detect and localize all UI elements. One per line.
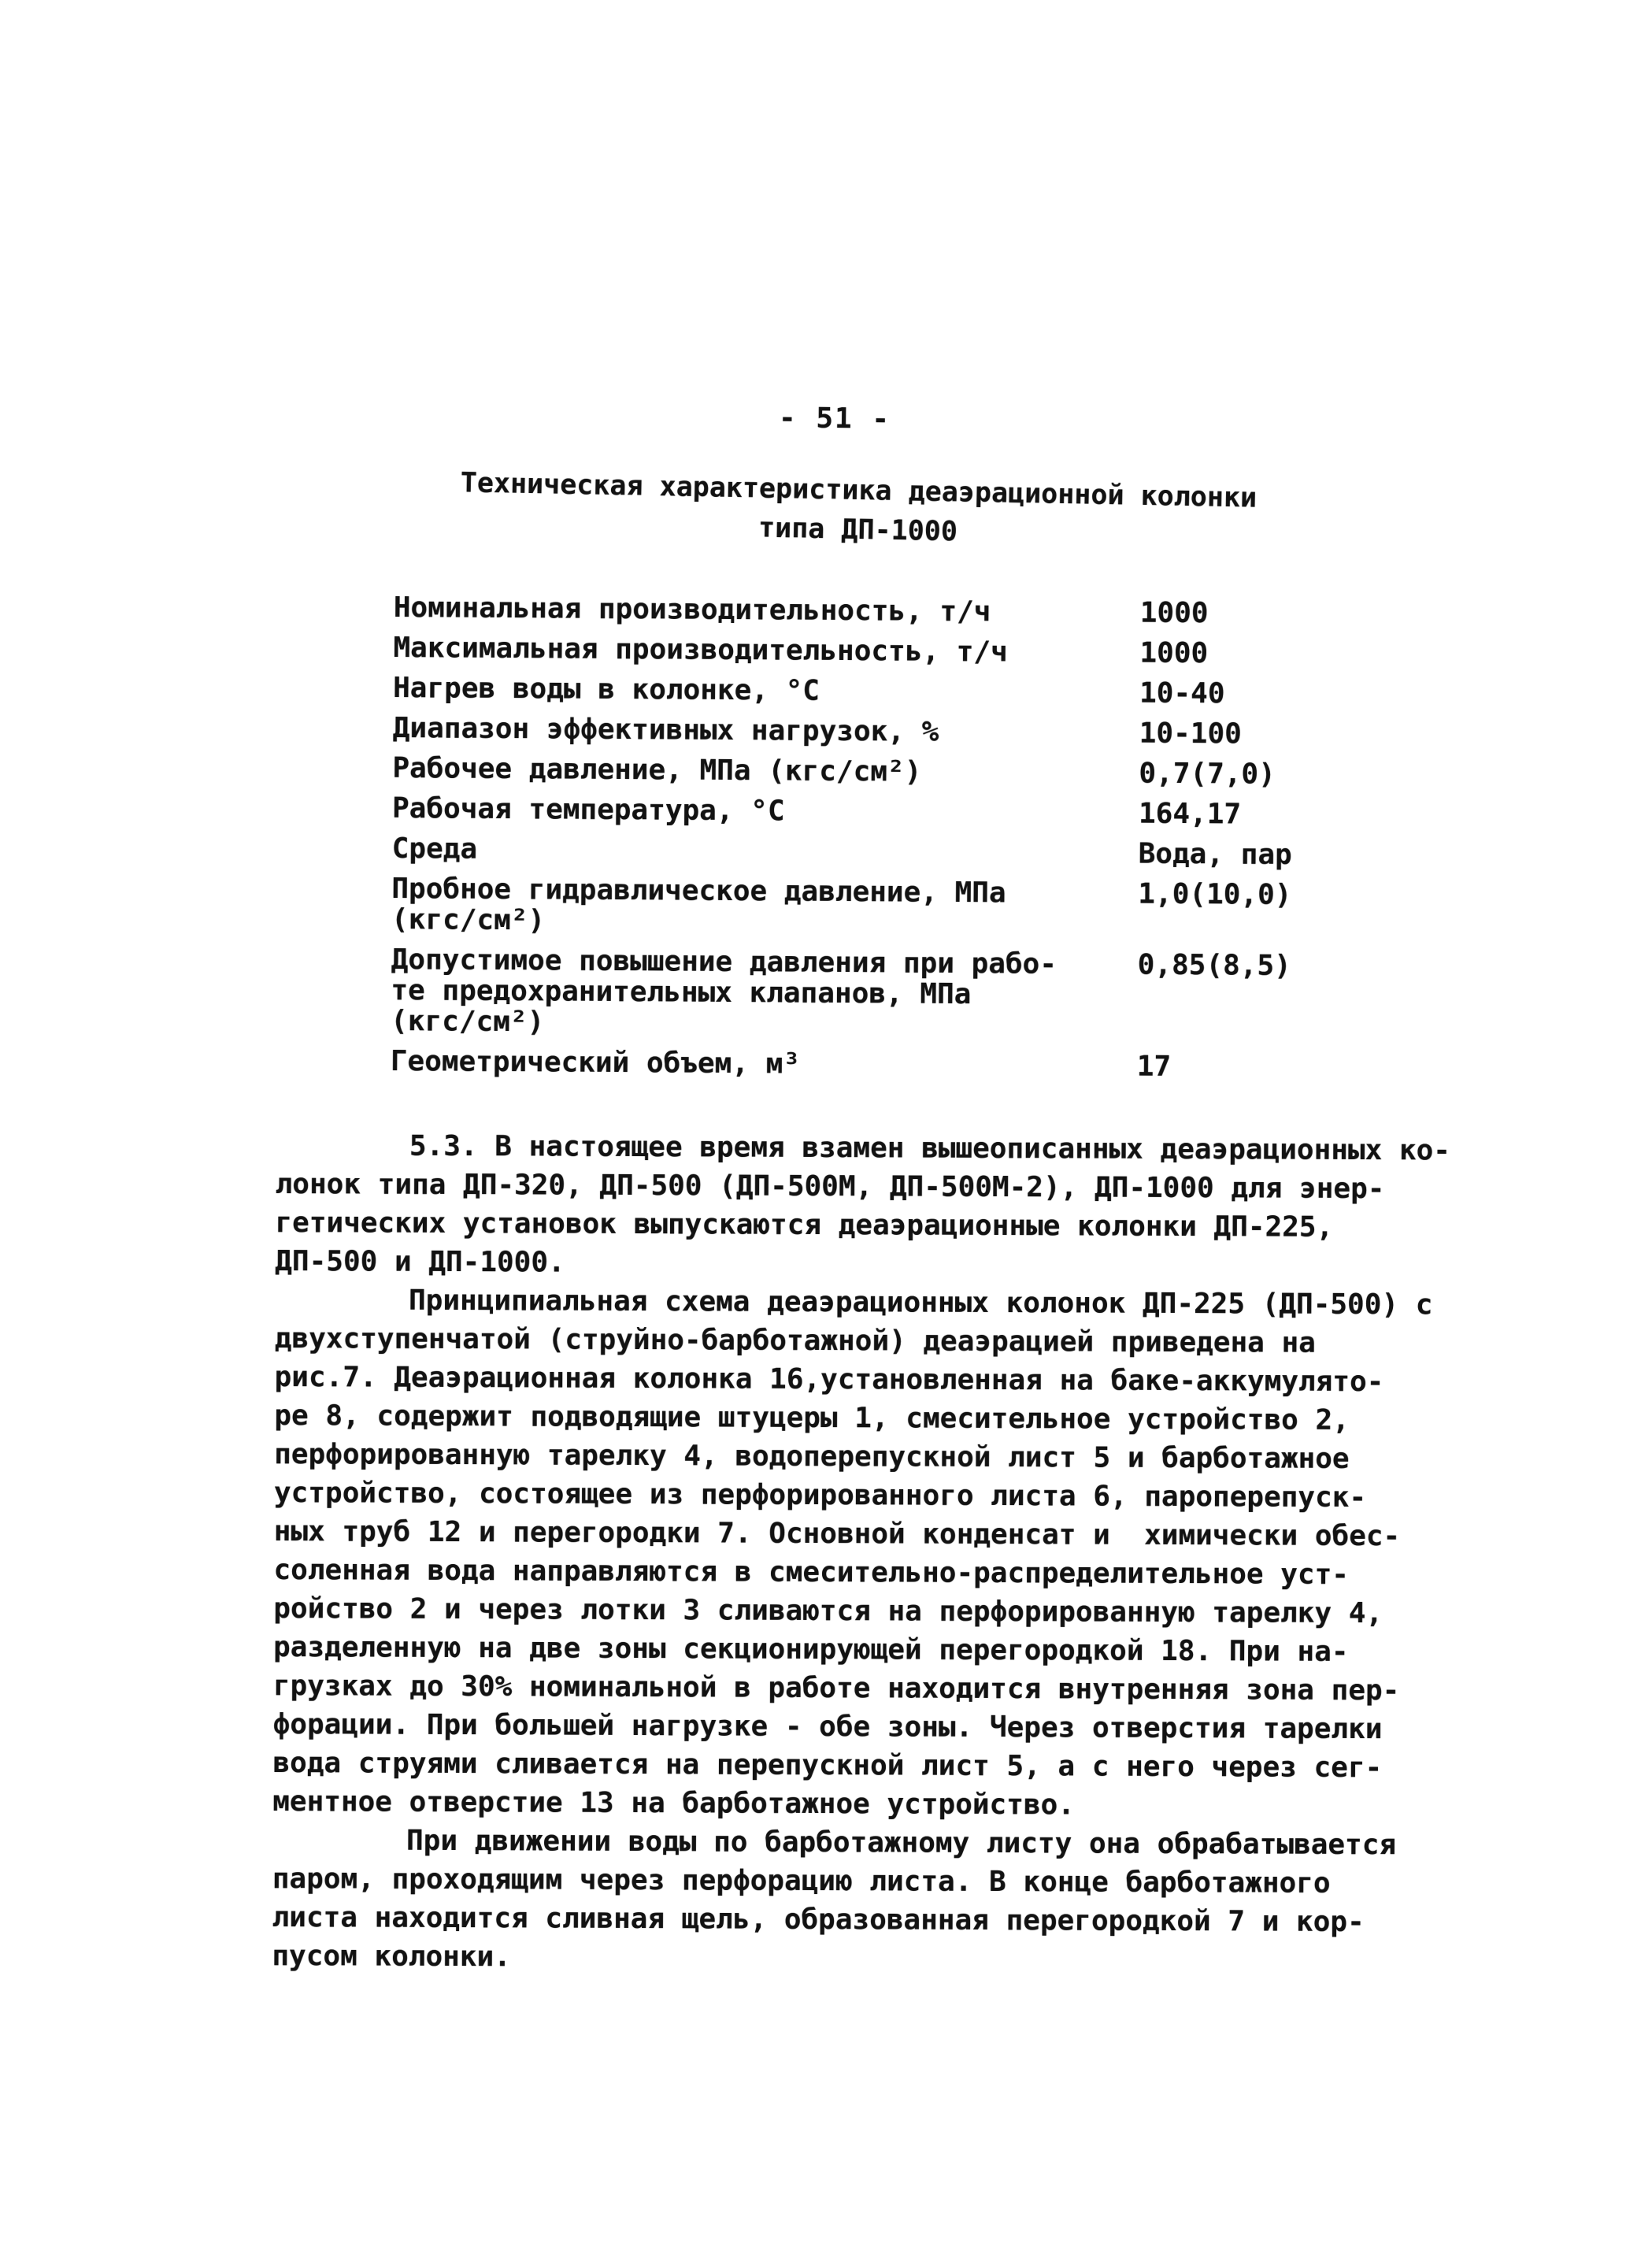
spec-label-line: те предохранительных клапанов, МПа [391, 973, 972, 1011]
body-line: пусом колонки. [272, 1939, 511, 1974]
spec-label-line: Геометрический объем, м³ [390, 1044, 801, 1081]
body-paragraph [275, 1126, 1451, 1285]
body-line: разделенную на две зоны секционирующей перегородкой 18. При на- [273, 1630, 1349, 1668]
body-line: устройство, состоящее из перфорированного листа 6, пароперепуск- [273, 1476, 1367, 1514]
spec-label-line: Среда [391, 832, 478, 866]
body-line: паром, проходящим через перфорацию листа. В конце барботажного [272, 1862, 1331, 1900]
body-line: листа находится сливная щель, образованная перегородкой 7 и кор- [272, 1900, 1365, 1939]
body-line: Принципиальная схема деаэрационных колонок ДП-225 (ДП-500) с [408, 1284, 1433, 1322]
spec-label-line: Пробное гидравлическое давление, МПа [391, 872, 1006, 910]
spec-label [393, 632, 1409, 670]
spec-row [392, 753, 1408, 791]
spec-value: 10-100 [1139, 717, 1242, 751]
spec-label [393, 673, 1409, 710]
spec-label-line: Нагрев воды в колонке, °С [393, 671, 820, 707]
spec-label-line: Максимальная производительность, т/ч [393, 631, 1008, 669]
body-line: перфорированную тарелку 4, водоперепускной лист 5 и барботажное [274, 1437, 1350, 1475]
spec-value: 17 [1136, 1050, 1172, 1083]
spec-label [392, 793, 1408, 831]
body-line: форации. При большей нагрузке - обе зоны. Через отверстия тарелки [272, 1707, 1383, 1746]
body-line: ре 8, содержит подводящие штуцеры 1, смесительное устройство 2, [274, 1399, 1350, 1436]
spec-row [392, 793, 1408, 831]
spec-value: 1000 [1139, 596, 1209, 630]
body-line: 5.3. В настоящее время взамен вышеописанных деаэрационных ко- [409, 1129, 1451, 1167]
spec-label [393, 713, 1409, 751]
body-line: При движении воды по барботажному листу она обрабатывается [406, 1824, 1397, 1862]
body-line: вода струями сливается на перепускной лист 5, а с него через сег- [272, 1746, 1383, 1785]
spec-table [391, 592, 1409, 1093]
document-title [409, 462, 1308, 558]
spec-value: 164,17 [1138, 797, 1242, 831]
spec-row [393, 632, 1409, 670]
spec-label-line: (кгс/см²) [391, 1004, 545, 1039]
spec-value: 10-40 [1139, 677, 1225, 710]
body-line: соленная вода направляются в смесительно-распределительное уст- [273, 1553, 1350, 1591]
spec-row [391, 873, 1408, 942]
spec-label [394, 592, 1409, 630]
spec-row [393, 673, 1409, 710]
body-paragraph [272, 1821, 1406, 1980]
body-line: ДП-500 и ДП-1000. [275, 1244, 565, 1279]
spec-value: Вода, пар [1138, 837, 1292, 871]
spec-label-line: Диапазон эффективных нагрузок, % [392, 711, 939, 748]
body-paragraph [272, 1281, 1433, 1826]
page-number: - 51 - [778, 402, 891, 436]
body-line: рис.7. Деаэрационная колонка 16,установленная на баке-аккумулято- [274, 1360, 1384, 1399]
body-line: лонок типа ДП-320, ДП-500 (ДП-500М, ДП-500М-2), ДП-1000 для энер- [275, 1167, 1385, 1206]
spec-value: 0,7(7,0) [1139, 757, 1276, 791]
spec-label-line: Номинальная производительность, т/ч [393, 591, 991, 628]
body-line: ных труб 12 и перегородки 7. Основной конденсат и химически обес- [273, 1514, 1401, 1553]
spec-label [391, 1046, 1406, 1084]
spec-value: 0,85(8,5) [1137, 948, 1291, 982]
body-line: гетических установок выпускаются деаэрационные колонки ДП-225, [275, 1206, 1334, 1244]
document-title-line-2: типа ДП-1000 [757, 512, 958, 548]
spec-label-line: Допустимое повышение давления при рабо- [391, 943, 1058, 981]
spec-label-line: (кгс/см²) [391, 903, 546, 937]
document-title-line-1: Техническая характеристика деаэрационной колонки [460, 467, 1258, 514]
body-text [272, 1126, 1451, 1980]
body-line: двухступенчатой (струйно-барботажной) деаэрацией приведена на [274, 1322, 1317, 1359]
spec-value: 1,0(10,0) [1138, 877, 1292, 911]
spec-row [392, 833, 1408, 871]
spec-label-line: Рабочее давление, МПа (кгс/см²) [392, 751, 922, 788]
spec-value: 1000 [1139, 636, 1209, 670]
spec-label-line: Рабочая температура, °С [391, 791, 785, 828]
spec-row [394, 592, 1409, 630]
spec-row [391, 944, 1407, 1044]
body-line: ройство 2 и через лотки 3 сливаются на перфорированную тарелку 4, [273, 1592, 1383, 1630]
body-line: грузках до 30% номинальной в работе находится внутренняя зона пер- [272, 1669, 1400, 1707]
spec-row [391, 1046, 1406, 1084]
spec-row [393, 713, 1409, 751]
body-line: ментное отверстие 13 на барботажное устройство. [272, 1785, 1076, 1822]
